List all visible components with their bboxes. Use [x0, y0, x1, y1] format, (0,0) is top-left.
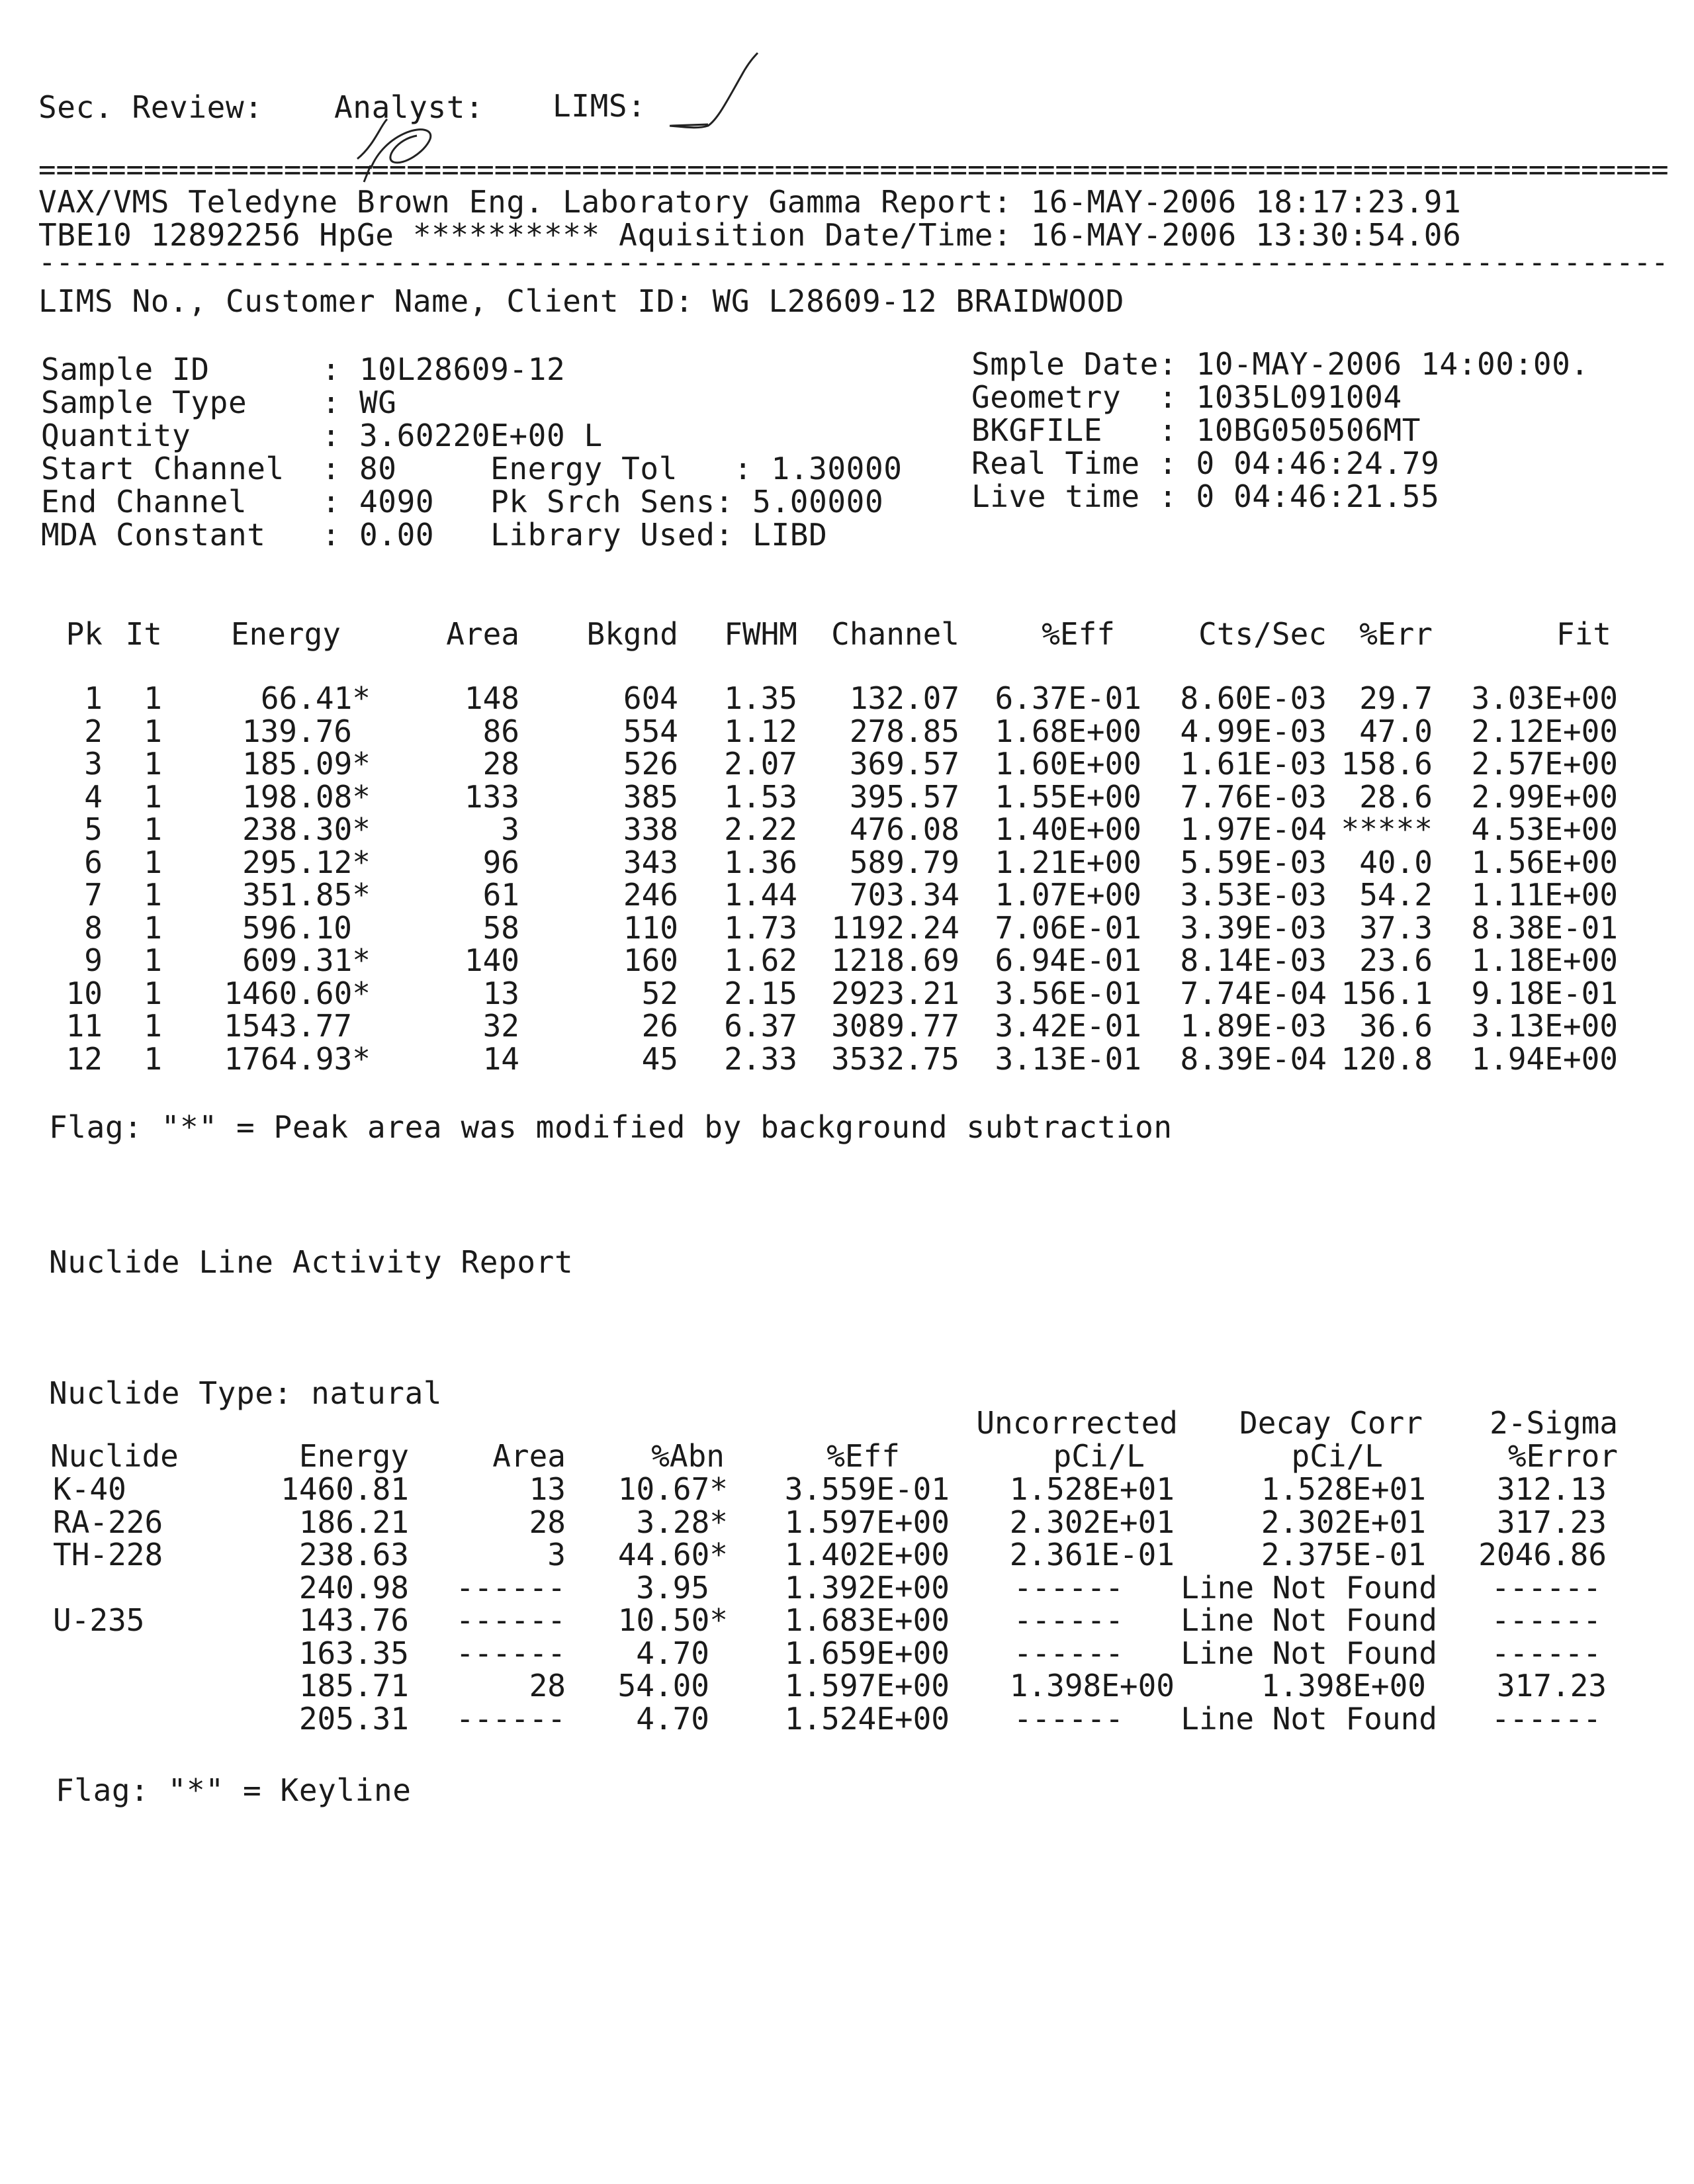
sample-info-line: Sample ID : 10L28609-12: [41, 351, 566, 387]
cell-it: 1: [144, 909, 162, 946]
cell-energy: 205.31: [298, 1700, 409, 1737]
cell-area: 86: [482, 713, 519, 749]
cell-area: 28: [529, 1668, 566, 1704]
cell-channel: 278.85: [849, 713, 959, 749]
cell-eff: 1.392E+00: [784, 1569, 950, 1606]
cell-energy: 185.09*: [242, 746, 371, 782]
cell-bkgnd: 52: [641, 975, 678, 1011]
cell-area: 13: [529, 1471, 566, 1507]
cell-bkgnd: 246: [623, 877, 678, 913]
cell-nuclide: U-235: [53, 1602, 145, 1638]
cell-cts-sec: 1.97E-04: [1180, 811, 1327, 847]
sample-info-right-line: Live time : 0 04:46:21.55: [971, 478, 1440, 514]
cell-channel: 2923.21: [831, 975, 959, 1011]
cell-fit: 1.11E+00: [1471, 877, 1618, 913]
cell-channel: 703.34: [849, 877, 959, 913]
peak-table-row: [0, 911, 1694, 944]
peak-table-row: [0, 944, 1694, 977]
cell-err: 158.6: [1341, 746, 1433, 782]
cell-fwhm: 1.62: [724, 942, 797, 978]
cell-fwhm: 2.15: [724, 975, 797, 1011]
cell-cts-sec: 7.74E-04: [1180, 975, 1327, 1011]
cell-cts-sec: 8.14E-03: [1180, 942, 1327, 978]
header-decay-corr: Decay Corr: [1239, 1405, 1423, 1441]
cell-area: 28: [529, 1504, 566, 1540]
cell-area: ------: [455, 1569, 566, 1606]
peak-table-header: [0, 617, 1694, 651]
cell-bkgnd: 160: [623, 942, 678, 978]
sample-info-right-line: Real Time : 0 04:46:24.79: [971, 445, 1440, 481]
cell-cts-sec: 3.53E-03: [1180, 877, 1327, 913]
col-header-pci-decay: pCi/L: [1291, 1438, 1383, 1474]
cell-nuclide: RA-226: [53, 1504, 163, 1540]
keyline-flag-note: Flag: "*" = Keyline: [56, 1772, 412, 1808]
cell-pci-decay: Line Not Found: [1181, 1700, 1437, 1737]
cell-area: 14: [482, 1040, 519, 1077]
lims-label: LIMS:: [553, 88, 646, 124]
cell-pk: 3: [84, 746, 103, 782]
col-header-error: %Error: [1507, 1438, 1618, 1474]
cell-channel: 1218.69: [831, 942, 959, 978]
cell-pci-uncorrected: ------: [1013, 1700, 1124, 1737]
col-header-bkgnd: Bkgnd: [586, 616, 678, 652]
cell-area: ------: [455, 1602, 566, 1638]
cell-cts-sec: 8.39E-04: [1180, 1040, 1327, 1077]
peak-flag-note: Flag: "*" = Peak area was modified by background subtraction: [49, 1109, 1173, 1145]
cell-eff: 1.524E+00: [784, 1700, 950, 1737]
cell-area: 140: [464, 942, 519, 978]
cell-fwhm: 2.07: [724, 746, 797, 782]
cell-cts-sec: 3.39E-03: [1180, 909, 1327, 946]
cell-abn: 4.70: [636, 1635, 709, 1671]
cell-error: ------: [1491, 1635, 1601, 1671]
cell-fwhm: 1.35: [724, 680, 797, 716]
cell-pci-decay: Line Not Found: [1181, 1569, 1437, 1606]
cell-eff: 1.60E+00: [995, 746, 1141, 782]
peak-table-row: [0, 715, 1694, 748]
cell-abn: 10.50*: [617, 1602, 728, 1638]
cell-abn: 10.67*: [617, 1471, 728, 1507]
cell-pci-uncorrected: 2.302E+01: [1009, 1504, 1175, 1540]
cell-pci-decay: Line Not Found: [1181, 1635, 1437, 1671]
cell-area: ------: [455, 1700, 566, 1737]
sample-info-right-line: Smple Date: 10-MAY-2006 14:00:00.: [971, 346, 1589, 382]
cell-it: 1: [144, 1008, 162, 1044]
cell-pk: 9: [84, 942, 103, 978]
dashes-rule: ---------------------------------------------------------------------------------------------: [38, 246, 1669, 279]
cell-bkgnd: 385: [623, 778, 678, 815]
cell-fit: 1.56E+00: [1471, 844, 1618, 880]
cell-cts-sec: 1.89E-03: [1180, 1008, 1327, 1044]
col-header-pci-uncorrected: pCi/L: [1053, 1438, 1145, 1474]
col-header-channel: Channel: [831, 616, 959, 652]
peak-table-row: [0, 780, 1694, 813]
cell-eff: 1.597E+00: [784, 1504, 950, 1540]
peak-table-row: [0, 1042, 1694, 1075]
cell-eff: 1.55E+00: [995, 778, 1141, 815]
cell-pk: 11: [66, 1008, 103, 1044]
cell-it: 1: [144, 844, 162, 880]
lims-checkmark: [662, 53, 768, 146]
cell-eff: 6.94E-01: [995, 942, 1141, 978]
cell-fit: 8.38E-01: [1471, 909, 1618, 946]
peak-table-row: [0, 1009, 1694, 1042]
nuclide-table-row: [0, 1538, 1694, 1571]
cell-pk: 2: [84, 713, 103, 749]
cell-it: 1: [144, 942, 162, 978]
equals-rule: =============================================================================================: [38, 153, 1669, 187]
cell-energy: 1764.93*: [224, 1040, 371, 1077]
col-header-err: %Err: [1359, 616, 1433, 652]
cell-fwhm: 2.22: [724, 811, 797, 847]
cell-bkgnd: 26: [641, 1008, 678, 1044]
cell-pk: 1: [84, 680, 103, 716]
cell-cts-sec: 4.99E-03: [1180, 713, 1327, 749]
cell-pci-uncorrected: ------: [1013, 1635, 1124, 1671]
cell-fwhm: 1.12: [724, 713, 797, 749]
cell-err: 156.1: [1341, 975, 1433, 1011]
cell-it: 1: [144, 877, 162, 913]
col-header-energy: Energy: [230, 616, 341, 652]
col-header-eff: %Eff: [1042, 616, 1115, 652]
cell-area: 58: [482, 909, 519, 946]
nuclide-header: [0, 1439, 1694, 1473]
sample-info-line: MDA Constant : 0.00 Library Used: LIBD: [41, 517, 828, 553]
cell-pci-decay: 1.398E+00: [1261, 1668, 1426, 1704]
cell-cts-sec: 8.60E-03: [1180, 680, 1327, 716]
cell-channel: 3089.77: [831, 1008, 959, 1044]
cell-energy: 139.76: [242, 713, 352, 749]
col-header-pk: Pk: [66, 616, 103, 652]
cell-it: 1: [144, 746, 162, 782]
cell-fit: 9.18E-01: [1471, 975, 1618, 1011]
report-header-line-1: VAX/VMS Teledyne Brown Eng. Laboratory Gamma Report: 16-MAY-2006 18:17:23.91: [38, 184, 1462, 220]
cell-energy: 1543.77: [224, 1008, 352, 1044]
cell-area: 28: [482, 746, 519, 782]
cell-eff: 1.68E+00: [995, 713, 1141, 749]
peak-table-row: [0, 682, 1694, 715]
nuclide-table-row: [0, 1669, 1694, 1702]
cell-area: 32: [482, 1008, 519, 1044]
cell-area: 96: [482, 844, 519, 880]
col-header-cts-sec: Cts/Sec: [1198, 616, 1327, 652]
cell-error: 312.13: [1496, 1471, 1607, 1507]
cell-eff: 1.597E+00: [784, 1668, 950, 1704]
peak-table-row: [0, 846, 1694, 879]
cell-err: 40.0: [1359, 844, 1433, 880]
cell-fit: 3.03E+00: [1471, 680, 1618, 716]
col-header-it: It: [125, 616, 162, 652]
cell-err: 54.2: [1359, 877, 1433, 913]
cell-err: 37.3: [1359, 909, 1433, 946]
sample-info-line: Sample Type : WG: [41, 385, 397, 420]
cell-fit: 1.18E+00: [1471, 942, 1618, 978]
cell-cts-sec: 7.76E-03: [1180, 778, 1327, 815]
cell-pci-uncorrected: ------: [1013, 1569, 1124, 1606]
cell-eff: 1.21E+00: [995, 844, 1141, 880]
cell-eff: 1.402E+00: [784, 1537, 950, 1572]
nuclide-table-row: [0, 1473, 1694, 1506]
cell-abn: 44.60*: [617, 1537, 728, 1572]
cell-fwhm: 1.44: [724, 877, 797, 913]
cell-pk: 12: [66, 1040, 103, 1077]
sample-info-line: End Channel : 4090 Pk Srch Sens: 5.00000: [41, 484, 884, 520]
cell-pci-uncorrected: 1.398E+00: [1009, 1668, 1175, 1704]
cell-energy: 1460.81: [281, 1471, 409, 1507]
cell-error: ------: [1491, 1602, 1601, 1638]
nuclide-table-row: [0, 1637, 1694, 1670]
peak-table-row: [0, 977, 1694, 1010]
cell-energy: 198.08*: [242, 778, 371, 815]
cell-fwhm: 6.37: [724, 1008, 797, 1044]
sample-info-line: Quantity : 3.60220E+00 L: [41, 418, 603, 453]
cell-eff: 3.559E-01: [784, 1471, 950, 1507]
sample-info-line: Start Channel : 80 Energy Tol : 1.30000: [41, 451, 903, 486]
nuclide-table-row: [0, 1604, 1694, 1637]
cell-channel: 369.57: [849, 746, 959, 782]
nuclide-table-row: [0, 1702, 1694, 1735]
cell-pk: 10: [66, 975, 103, 1011]
cell-pk: 4: [84, 778, 103, 815]
cell-area: ------: [455, 1635, 566, 1671]
cell-pci-uncorrected: 2.361E-01: [1009, 1537, 1175, 1572]
cell-it: 1: [144, 975, 162, 1011]
cell-error: ------: [1491, 1700, 1601, 1737]
cell-channel: 395.57: [849, 778, 959, 815]
cell-fit: 4.53E+00: [1471, 811, 1618, 847]
cell-err: 47.0: [1359, 713, 1433, 749]
cell-abn: 3.95: [636, 1569, 709, 1606]
cell-pk: 6: [84, 844, 103, 880]
col-header-area: Area: [492, 1438, 566, 1474]
cell-err: 36.6: [1359, 1008, 1433, 1044]
cell-fit: 2.57E+00: [1471, 746, 1618, 782]
cell-eff: 1.683E+00: [784, 1602, 950, 1638]
cell-err: 28.6: [1359, 778, 1433, 815]
col-header-fit: Fit: [1556, 616, 1611, 652]
cell-area: 148: [464, 680, 519, 716]
cell-fwhm: 2.33: [724, 1040, 797, 1077]
cell-bkgnd: 45: [641, 1040, 678, 1077]
nuclide-header-top: [0, 1406, 1694, 1439]
cell-energy: 596.10: [242, 909, 352, 946]
cell-bkgnd: 604: [623, 680, 678, 716]
sec-review-label: Sec. Review:: [38, 89, 263, 125]
cell-error: 317.23: [1496, 1668, 1607, 1704]
cell-abn: 3.28*: [636, 1504, 728, 1540]
lims-client-line: LIMS No., Customer Name, Client ID: WG L28609-12 BRAIDWOOD: [38, 283, 1125, 319]
cell-fwhm: 1.53: [724, 778, 797, 815]
cell-abn: 54.00: [617, 1668, 709, 1704]
report-header-line-2: TBE10 12892256 HpGe ********** Aquisition Date/Time: 16-MAY-2006 13:30:54.06: [38, 217, 1462, 253]
cell-pci-decay: 2.302E+01: [1261, 1504, 1426, 1540]
cell-fit: 3.13E+00: [1471, 1008, 1618, 1044]
cell-eff: 1.659E+00: [784, 1635, 950, 1671]
cell-energy: 1460.60*: [224, 975, 371, 1011]
cell-bkgnd: 554: [623, 713, 678, 749]
cell-energy: 238.63: [298, 1537, 409, 1572]
cell-fit: 1.94E+00: [1471, 1040, 1618, 1077]
cell-nuclide: K-40: [53, 1471, 126, 1507]
cell-bkgnd: 343: [623, 844, 678, 880]
cell-err: 23.6: [1359, 942, 1433, 978]
cell-it: 1: [144, 680, 162, 716]
cell-fwhm: 1.36: [724, 844, 797, 880]
cell-energy: 238.30*: [242, 811, 371, 847]
cell-channel: 3532.75: [831, 1040, 959, 1077]
col-header-eff: %Eff: [826, 1438, 900, 1474]
sample-info-right-line: Geometry : 1035L091004: [971, 379, 1402, 415]
cell-eff: 7.06E-01: [995, 909, 1141, 946]
cell-channel: 132.07: [849, 680, 959, 716]
cell-area: 3: [501, 811, 519, 847]
cell-cts-sec: 1.61E-03: [1180, 746, 1327, 782]
cell-channel: 589.79: [849, 844, 959, 880]
cell-fit: 2.99E+00: [1471, 778, 1618, 815]
cell-energy: 163.35: [298, 1635, 409, 1671]
peak-table-row: [0, 813, 1694, 846]
cell-fwhm: 1.73: [724, 909, 797, 946]
cell-channel: 1192.24: [831, 909, 959, 946]
nuclide-table-row: [0, 1571, 1694, 1604]
col-header-abn: %Abn: [651, 1438, 725, 1474]
cell-eff: 3.42E-01: [995, 1008, 1141, 1044]
col-header-nuclide: Nuclide: [50, 1438, 179, 1474]
nuclide-type-line: Nuclide Type: natural: [49, 1375, 443, 1411]
cell-eff: 6.37E-01: [995, 680, 1141, 716]
cell-bkgnd: 338: [623, 811, 678, 847]
cell-energy: 185.71: [298, 1668, 409, 1704]
cell-energy: 66.41*: [260, 680, 371, 716]
cell-bkgnd: 526: [623, 746, 678, 782]
cell-eff: 1.40E+00: [995, 811, 1141, 847]
cell-cts-sec: 5.59E-03: [1180, 844, 1327, 880]
cell-energy: 186.21: [298, 1504, 409, 1540]
cell-bkgnd: 110: [623, 909, 678, 946]
cell-energy: 240.98: [298, 1569, 409, 1606]
cell-pci-uncorrected: ------: [1013, 1602, 1124, 1638]
cell-eff: 3.56E-01: [995, 975, 1141, 1011]
cell-area: 61: [482, 877, 519, 913]
cell-error: 2046.86: [1478, 1537, 1607, 1572]
cell-abn: 4.70: [636, 1700, 709, 1737]
cell-error: ------: [1491, 1569, 1601, 1606]
cell-energy: 295.12*: [242, 844, 371, 880]
cell-pk: 8: [84, 909, 103, 946]
header-uncorrected: Uncorrected: [976, 1405, 1178, 1441]
peak-table-row: [0, 878, 1694, 911]
cell-err: 120.8: [1341, 1040, 1433, 1077]
cell-energy: 609.31*: [242, 942, 371, 978]
cell-eff: 1.07E+00: [995, 877, 1141, 913]
header-2-sigma: 2-Sigma: [1490, 1405, 1618, 1441]
cell-pci-uncorrected: 1.528E+01: [1009, 1471, 1175, 1507]
cell-pci-decay: 2.375E-01: [1261, 1537, 1426, 1572]
cell-err: *****: [1341, 811, 1433, 847]
cell-energy: 351.85*: [242, 877, 371, 913]
cell-it: 1: [144, 1040, 162, 1077]
col-header-fwhm: FWHM: [724, 616, 797, 652]
cell-pk: 5: [84, 811, 103, 847]
cell-channel: 476.08: [849, 811, 959, 847]
cell-fit: 2.12E+00: [1471, 713, 1618, 749]
cell-eff: 3.13E-01: [995, 1040, 1141, 1077]
analyst-label: Analyst:: [334, 89, 484, 125]
cell-err: 29.7: [1359, 680, 1433, 716]
col-header-energy: Energy: [298, 1438, 409, 1474]
cell-area: 133: [464, 778, 519, 815]
nuclide-table-row: [0, 1506, 1694, 1539]
cell-it: 1: [144, 713, 162, 749]
cell-pci-decay: 1.528E+01: [1261, 1471, 1426, 1507]
cell-it: 1: [144, 811, 162, 847]
sample-info-right-line: BKGFILE : 10BG050506MT: [971, 412, 1421, 448]
cell-pk: 7: [84, 877, 103, 913]
cell-it: 1: [144, 778, 162, 815]
cell-area: 13: [482, 975, 519, 1011]
col-header-area: Area: [446, 616, 519, 652]
cell-area: 3: [547, 1537, 566, 1572]
cell-energy: 143.76: [298, 1602, 409, 1638]
cell-error: 317.23: [1496, 1504, 1607, 1540]
cell-nuclide: TH-228: [53, 1537, 163, 1572]
cell-pci-decay: Line Not Found: [1181, 1602, 1437, 1638]
nuclide-report-title: Nuclide Line Activity Report: [49, 1244, 574, 1280]
peak-table-row: [0, 747, 1694, 780]
